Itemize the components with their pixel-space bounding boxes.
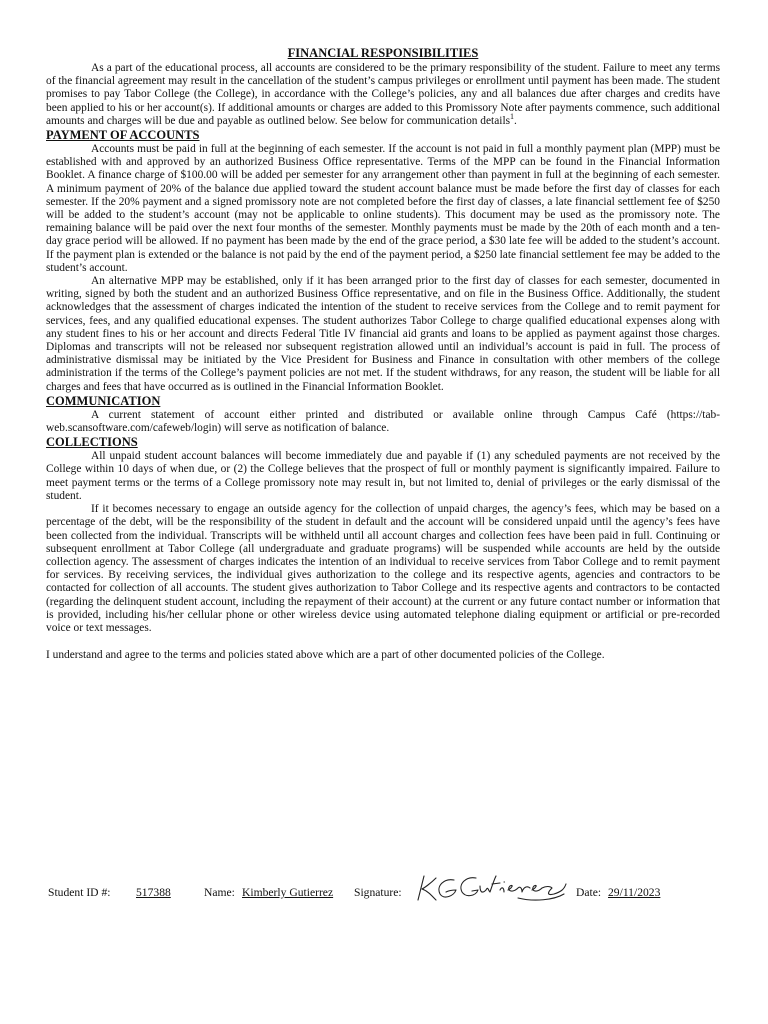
signature-label: Signature: <box>354 886 402 899</box>
intro-text: As a part of the educational process, all accounts are considered to be the primary responsibility of the student. Failure to meet any terms of the financial agreement may result in the cancellation of the student’s campus privileges or enrollment until payment has been made. The student promises to pay Tabor College (the College), in accordance with the College’s policies, any and all balances due after charges and credits have been applied to his or her account(s). If additional amounts or charges are added to this Promissory Note after payments commence, such additional amounts and charges will be due and payable as outlined below. See below for communication details <box>46 62 720 127</box>
payment-paragraph-2: An alternative MPP may be established, only if it has been arranged prior to the first day of classes for each semester, documented in writing, signed by both the student and an authorized Business Office representative, and on file in the Business Office. Additionally, the student acknowledges that the assessment of charges indicated the intention of the student to receive services from the College and to remit payment for services, fees, and any qualified educational expenses. The student authorizes Tabor College to charge qualified educational expenses along with any student fines to his or her account and directs Federal Title IV financial aid grants and loans to be applied as payment against those charges. Diplomas and transcripts will not be released nor subsequent registration allowed until an individual’s account is paid in full. The process of administrative dismissal may be initiated by the Vice President for Business and Finance in consultation with other members of the college administration if the terms of the College’s payment policies are not met. If the student withdraws, for any reason, the student will be liable for all charges and fees that have occurred as is outlined in the Financial Information Booklet. <box>46 275 720 393</box>
payment-heading: PAYMENT OF ACCOUNTS <box>46 128 200 143</box>
collections-heading: COLLECTIONS <box>46 435 138 450</box>
communication-heading: COMMUNICATION <box>46 393 161 408</box>
agreement-statement: I understand and agree to the terms and policies stated above which are a part of other documented policies of the College. <box>46 649 605 662</box>
date-value: 29/11/2023 <box>608 886 661 899</box>
footnote-marker: 1 <box>510 112 515 122</box>
student-id-label: Student ID #: <box>48 886 111 899</box>
payment-paragraph-1: Accounts must be paid in full at the beginning of each semester. If the account is not paid in full a monthly payment plan (MPP) must be established with and approved by an authorized Business Office representative. Terms of the MPP can be found in the Financial Information Booklet. A finance charge of $100.00 will be added per semester for any arrangement other than payment in full at the beginning of each semester. A minimum payment of 20% of the balance due applied toward the student account balance must be made before the first day of classes for each semester. If the 20% payment and a signed promissory note are not completed before the first day of classes, a late financial settlement fee of $250 will be added to the student’s account (may not be applicable to online students). This document may be used as the promissory note. The remaining balance will be paid over the next four months of the semester. Monthly payments must be made by the 20th of each month and a ten-day grace period will be allowed. If no payment has been made by the end of the grace period, a $30 late fee will be added to the student’s account. If the payment plan is extended or the balance is not paid by the end of the payment period, a $250 late financial settlement fee may be added to the student’s account. <box>46 143 720 274</box>
collections-paragraph-2: If it becomes necessary to engage an outside agency for the collection of unpaid charges, the agency’s fees, which may be based on a percentage of the debt, will be the responsibility of the student in default and the account will be considered unpaid until the agency’s fees have been collected from the individual. Transcripts will be withheld until all account charges and collection fees have been paid in full. Continuing or subsequent enrollment at Tabor College (all undergraduate and graduate programs) will be suspended while accounts are held by the outside collection agency. The assessment of charges indicates the intention of an individual to receive services from Tabor College and to remit payment for services. By receiving services, the individual gives authorization to the college and its respective agents, agencies and contractors to be contacted for collection of all accounts. The student gives authorization to Tabor College and its respective agents and contractors to be contacted (regarding the delinquent student account, including the repayment of their account) at the current or any future contact number or information that is provided, including his/her cellular phone or other wireless device using automated telephone dialing equipment or artificial or pre-recorded voice or text messages. <box>46 503 720 634</box>
date-label: Date: <box>576 886 602 899</box>
signature-row <box>48 872 728 912</box>
document-title: FINANCIAL RESPONSIBILITIES <box>287 46 479 60</box>
intro-end: . <box>514 114 517 127</box>
name-label: Name: <box>204 886 235 899</box>
handwritten-signature <box>414 872 574 904</box>
intro-paragraph <box>46 62 720 128</box>
name-value: Kimberly Gutierrez <box>242 886 334 899</box>
communication-paragraph: A current statement of account either printed and distributed or available online through Campus Café (https://tab-web.scansoftware.com/cafeweb/login) will serve as notification of balance. <box>46 408 720 435</box>
collections-paragraph-1: All unpaid student account balances will become immediately due and payable if (1) any scheduled payments are not received by the College within 10 days of when due, or (2) the College believes that the prospect of full or monthly payment is significantly impaired. Failure to meet payment terms or the terms of a College promissory note may result in, but not limited to, denial of privileges or the early dismissal of the student. <box>46 450 720 502</box>
student-id-value: 517388 <box>136 886 171 899</box>
